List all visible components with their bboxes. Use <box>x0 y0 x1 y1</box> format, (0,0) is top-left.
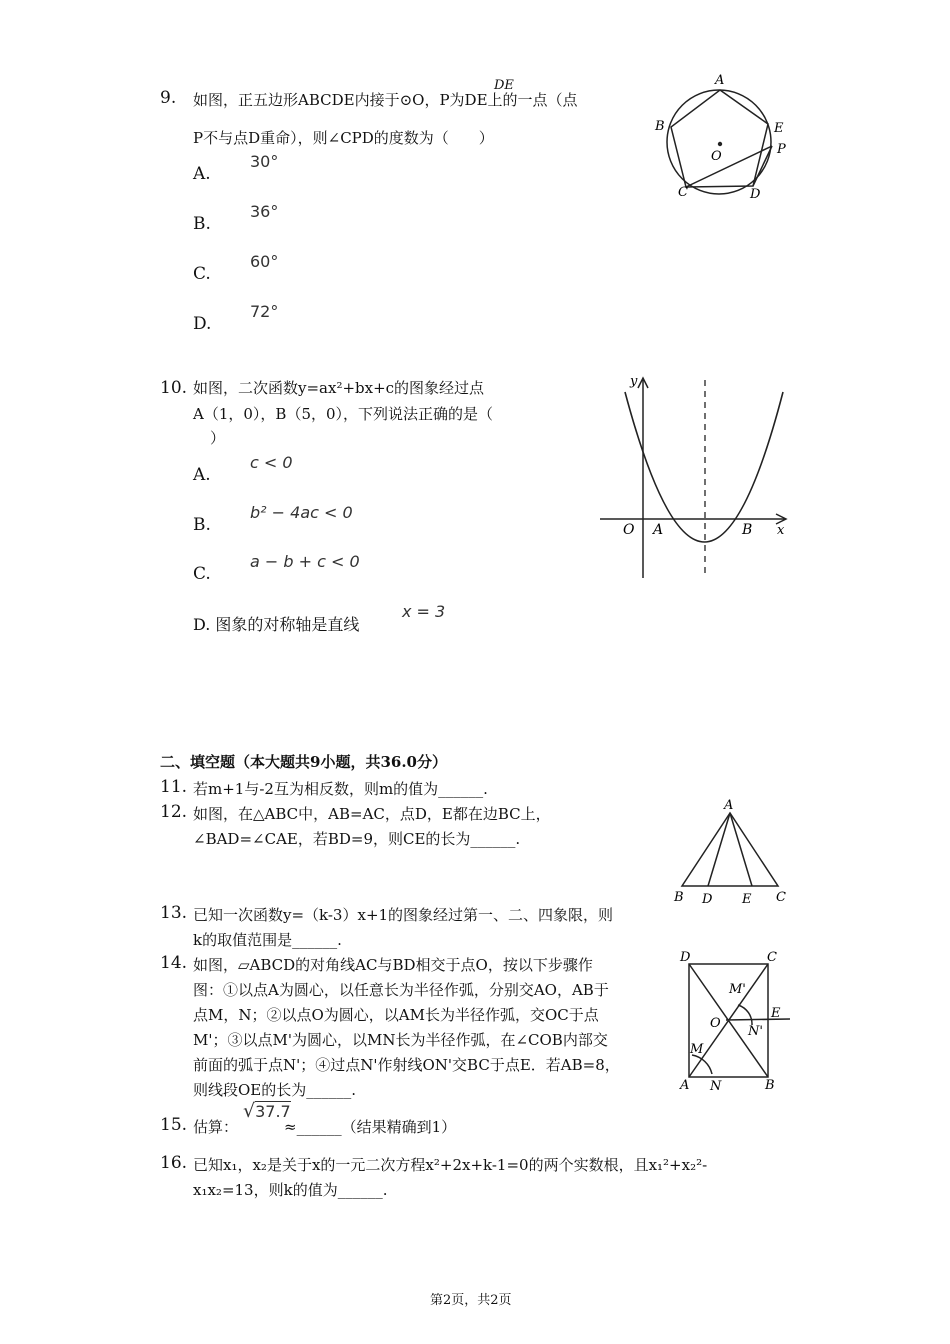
q9-label-e: E <box>774 121 784 136</box>
q10-option-c-value: a − b + c < 0 <box>250 552 360 571</box>
q14-label-n: N <box>710 1079 722 1094</box>
q10-label-b: B <box>742 522 753 538</box>
q16-line1: 已知x₁，x₂是关于x的一元二次方程x²+2x+k-1=0的两个实数根，且x₁²+x₂²- <box>193 1156 708 1174</box>
q9-option-a-value: 30° <box>250 152 279 171</box>
q14-line1: 如图，▱ABCD的对角线AC与BD相交于点O，按以下步骤作 <box>193 956 593 974</box>
q10-label-a: A <box>653 522 664 538</box>
q10-number: 10. <box>160 378 188 398</box>
page-footer: 第2页，共2页 <box>430 1293 512 1308</box>
q10-line2: A（1，0），B（5，0），下列说法正确的是（ <box>193 405 494 423</box>
q10-line1: 如图，二次函数y=ax²+bx+c的图象经过点 <box>193 379 485 397</box>
q9-label-c: C <box>678 185 688 200</box>
q14-line4: M'；③以点M'为圆心，以MN长为半径作弧，在∠COB内部交 <box>193 1031 608 1049</box>
q14-number: 14. <box>160 953 188 973</box>
q9-number: 9. <box>160 88 177 108</box>
q12-label-d: D <box>702 892 713 907</box>
q10-parabola-figure <box>595 372 795 587</box>
q14-line6: 则线段OE的长为______. <box>193 1081 357 1099</box>
q10-option-c-label: C. <box>193 564 211 584</box>
q14-label-e: E <box>771 1006 781 1021</box>
q12-label-e: E <box>742 892 752 907</box>
q14-label-d: D <box>680 950 691 965</box>
q9-label-b: B <box>655 119 665 134</box>
q12-label-b: B <box>674 890 684 905</box>
q14-line5: 前面的弧于点N'；④过点N'作射线ON'交BC于点E．若AB=8， <box>193 1056 620 1074</box>
q12-triangle-figure <box>668 795 793 907</box>
section2-title: 二、填空题（本大题共9小题，共36.0分） <box>160 753 447 771</box>
q14-label-m: M <box>690 1042 704 1057</box>
q15-prefix: 估算： <box>193 1118 239 1136</box>
q10-option-b-label: B. <box>193 515 211 535</box>
q10-option-d-value: x = 3 <box>402 602 446 621</box>
q9-label-p: P <box>777 142 786 157</box>
q10-line3: ） <box>210 429 226 447</box>
q12-line2: ∠BAD=∠CAE，若BD=9，则CE的长为______. <box>193 830 521 848</box>
q9-option-b-value: 36° <box>250 202 279 221</box>
q9-option-b-label: B. <box>193 214 211 234</box>
q10-option-a-value: c < 0 <box>250 453 293 472</box>
q13-line1: 已知一次函数y=（k-3）x+1的图象经过第一、二、四象限，则 <box>193 906 614 924</box>
q9-line2: P不与点D重命），则∠CPD的度数为（ ） <box>193 129 494 147</box>
q9-label-o: O <box>711 149 722 164</box>
q12-label-a: A <box>724 798 734 813</box>
q13-number: 13. <box>160 903 188 923</box>
q15-radicand: 37.7 <box>255 1102 291 1121</box>
q9-option-d-label: D. <box>193 314 212 334</box>
q11-text: 若m+1与-2互为相反数，则m的值为______. <box>193 780 488 798</box>
q9-option-c-value: 60° <box>250 252 279 271</box>
q14-label-c: C <box>767 950 777 965</box>
q14-line2: 图：①以点A为圆心，以任意长为半径作弧，分别交AO，AB于 <box>193 981 609 999</box>
sqrt-symbol-icon: √ <box>243 1100 256 1122</box>
q12-number: 12. <box>160 802 188 822</box>
q14-label-m-prime: M' <box>729 982 746 997</box>
q10-option-b-value: b² − 4ac < 0 <box>250 503 353 522</box>
q11-number: 11. <box>160 777 188 797</box>
q16-line2: x₁x₂=13，则k的值为______. <box>193 1181 388 1199</box>
q9-line1: 如图，正五边形ABCDE内接于⊙O，P为DE上的一点（点 <box>193 91 578 109</box>
q10-option-d-label: D. 图象的对称轴是直线 <box>193 615 360 634</box>
q12-label-c: C <box>776 890 786 905</box>
q14-label-o: O <box>710 1016 721 1031</box>
q14-label-n-prime: N' <box>748 1024 763 1039</box>
q9-arc-label: DE <box>494 78 514 93</box>
q10-label-x: x <box>777 523 785 538</box>
q14-line3: 点M，N；②以点O为圆心，以AM长为半径作弧，交OC于点 <box>193 1006 599 1024</box>
q15-number: 15. <box>160 1115 188 1135</box>
q16-number: 16. <box>160 1153 188 1173</box>
q15-suffix: ≈______（结果精确到1） <box>284 1118 457 1136</box>
q10-label-o: O <box>623 522 635 538</box>
q9-pentagon-figure <box>640 70 800 205</box>
q9-option-c-label: C. <box>193 264 211 284</box>
q9-option-a-label: A. <box>193 164 211 184</box>
q12-line1: 如图，在△ABC中，AB=AC，点D，E都在边BC上， <box>193 805 551 823</box>
q10-label-y: y <box>630 374 638 389</box>
q9-label-a: A <box>715 73 725 88</box>
q14-rectangle-figure <box>670 945 795 1095</box>
q13-line2: k的取值范围是______. <box>193 931 342 949</box>
q14-label-a: A <box>680 1078 690 1093</box>
q10-option-a-label: A. <box>193 465 211 485</box>
q9-label-d: D <box>750 187 761 202</box>
q9-option-d-value: 72° <box>250 302 279 321</box>
q14-label-b: B <box>765 1078 775 1093</box>
